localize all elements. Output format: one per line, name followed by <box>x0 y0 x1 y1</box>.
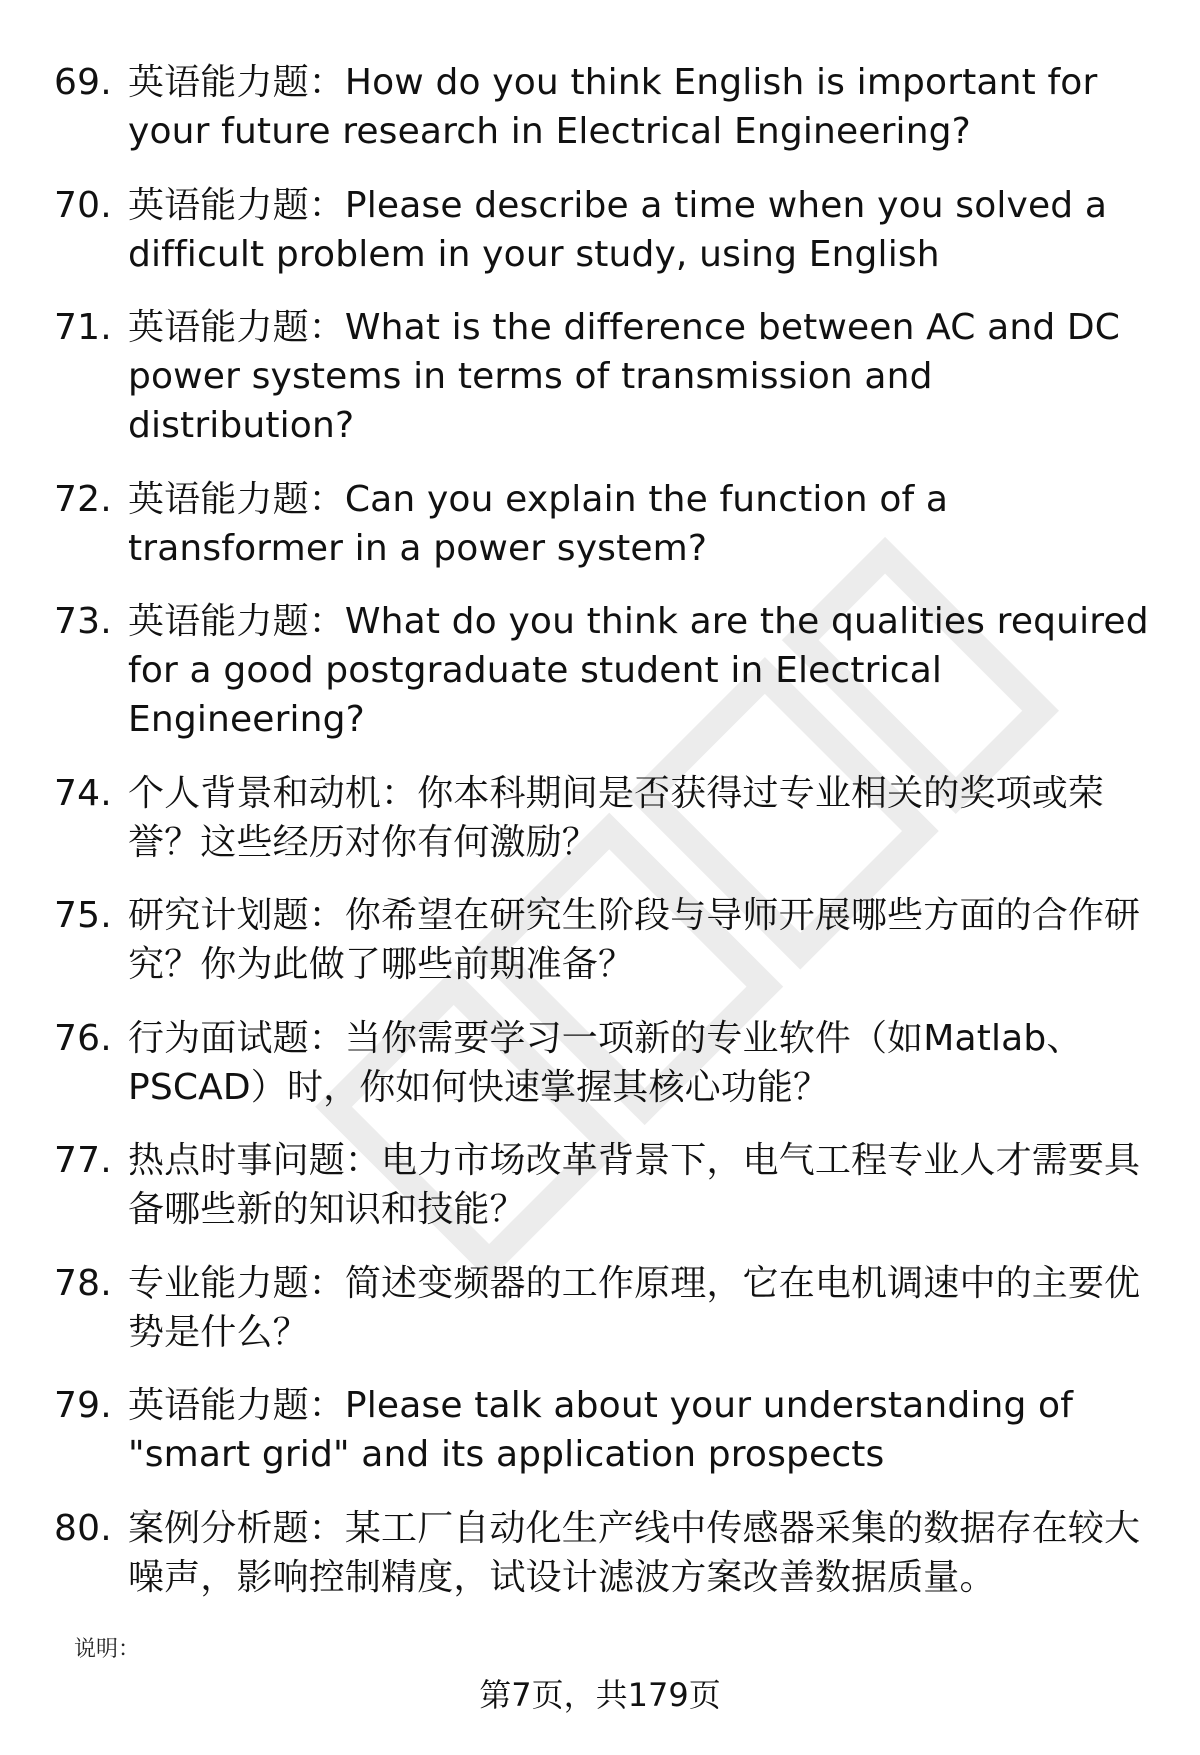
question-text: 英语能力题：What is the difference between AC and DC power systems in terms of transmission and distribution? <box>128 307 1121 446</box>
question-item-73 <box>54 597 1164 744</box>
question-item-75 <box>54 891 1164 989</box>
question-item-70 <box>54 181 1164 279</box>
question-text: 案例分析题：某工厂自动化生产线中传感器采集的数据存在较大噪声，影响控制精度，试设计滤波方案改善数据质量。 <box>128 1507 1141 1598</box>
question-number: 71. <box>54 307 112 348</box>
note-label: 说明： <box>74 1637 141 1662</box>
question-item-69 <box>54 58 1164 156</box>
question-number: 73. <box>54 601 112 642</box>
question-number: 77. <box>54 1140 112 1181</box>
question-number: 72. <box>54 478 112 520</box>
page-indicator: 第7页，共179页 <box>479 1676 721 1714</box>
question-text: 英语能力题：What do you think are the qualities required for a good postgraduate student in Electrical Engineering? <box>128 601 1149 740</box>
question-number: 69. <box>54 62 112 103</box>
question-item-72 <box>54 475 1164 573</box>
question-number: 78. <box>54 1262 112 1304</box>
question-text: 热点时事问题：电力市场改革背景下，电气工程专业人才需要具备哪些新的知识和技能？ <box>128 1140 1141 1230</box>
question-text: 英语能力题：Please describe a time when you solved a difficult problem in your study, using English <box>128 184 1108 275</box>
question-number: 79. <box>54 1385 112 1426</box>
question-text: 专业能力题：简述变频器的工作原理，它在电机调速中的主要优势是什么？ <box>128 1262 1141 1353</box>
question-number: 74. <box>54 772 112 814</box>
question-item-71 <box>54 303 1164 450</box>
question-item-79 <box>54 1381 1164 1479</box>
question-item-78 <box>54 1259 1164 1357</box>
question-list <box>54 58 1164 1626</box>
question-text: 个人背景和动机：你本科期间是否获得过专业相关的奖项或荣誉？这些经历对你有何激励？ <box>128 772 1105 863</box>
question-item-80 <box>54 1504 1164 1602</box>
question-number: 75. <box>54 895 112 936</box>
question-text: 行为面试题：当你需要学习一项新的专业软件（如Matlab、PSCAD）时，你如何快速掌握其核心功能？ <box>128 1017 1083 1108</box>
question-text: 英语能力题：How do you think English is important for your future research in Electrical Engineering? <box>128 62 1098 152</box>
question-item-74 <box>54 769 1164 867</box>
question-text: 英语能力题：Can you explain the function of a transformer in a power system? <box>128 478 949 569</box>
question-number: 80. <box>54 1507 112 1549</box>
question-item-76 <box>54 1014 1164 1112</box>
question-number: 76. <box>54 1017 112 1059</box>
question-number: 70. <box>54 184 112 226</box>
question-text: 英语能力题：Please talk about your understanding of "smart grid" and its application prospects <box>128 1385 1074 1475</box>
question-item-77 <box>54 1136 1164 1234</box>
question-text: 研究计划题：你希望在研究生阶段与导师开展哪些方面的合作研究？你为此做了哪些前期准备？ <box>128 895 1141 985</box>
